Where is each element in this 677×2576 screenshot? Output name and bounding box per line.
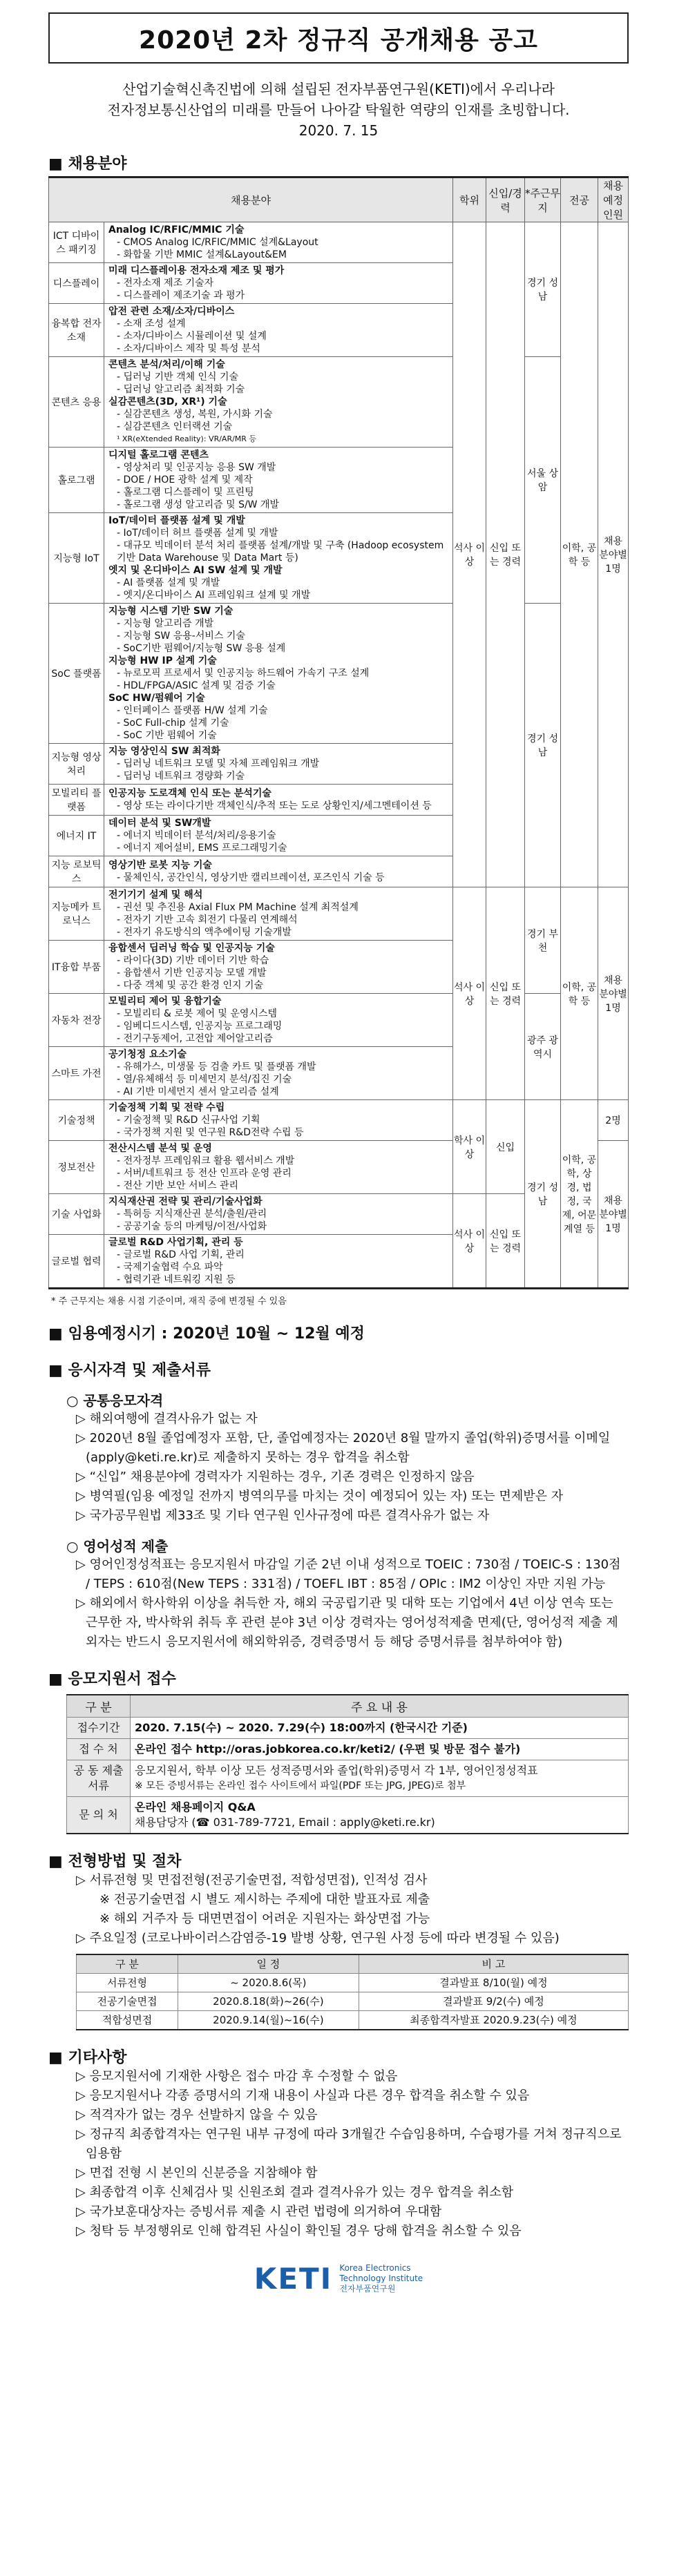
job-item-title: 공기청정 요소기술 [108, 1049, 187, 1060]
job-item-detail: - 기술정책 및 R&D 신규사업 기획 [117, 1115, 260, 1126]
job-item-title: 모빌리티 제어 및 융합기술 [108, 996, 222, 1007]
job-item-detail: - 에너지 빅데이터 분석/처리/응용기술 [117, 830, 276, 841]
job-description [104, 856, 453, 887]
job-item-title: 지능형 시스템 기반 SW 기술 [108, 606, 233, 617]
job-item-detail-text: 딥러닝 네트워크 경량화 기술 [123, 771, 245, 782]
job-row [49, 887, 629, 941]
job-description [104, 887, 453, 941]
section-misc: ■ 기타사항 [48, 2049, 127, 2066]
schedule-cell: 결과발표 9/2(수) 예정 [359, 1992, 628, 2011]
lang-list [76, 1555, 629, 1652]
misc-item: ▷ 국가보훈대상자는 증빙서류 제출 시 관련 법령에 의거하여 우대함 [76, 2204, 442, 2219]
job-item-detail-text: 에너지 빅데이터 분석/처리/응용기술 [123, 830, 276, 841]
job-item-detail: - 대규모 빅데이터 분석 처리 플랫폼 설계/개발 및 구축 (Hadoop ecosystem 기반 Data Warehouse 및 Data Mart 등) [117, 540, 444, 564]
job-item-detail-text: 유해가스, 미생물 등 검출 카트 및 플랫폼 개발 [123, 1061, 316, 1073]
job-item-detail-text: 특허등 지식재산권 분석/출원/관리 [123, 1209, 267, 1220]
job-item-detail-text: 엣지/온디바이스 AI 프레임워크 설계 및 개발 [123, 590, 311, 601]
job-work: 서울 상암 [525, 357, 561, 604]
job-item-detail-text: SoC Full-chip 설계 기술 [123, 718, 229, 729]
misc-item: ▷ 청탁 등 부정행위로 인해 합격된 사실이 확인될 경우 당해 합격을 취소할 수 있음 [76, 2224, 522, 2238]
misc-item: ▷ 최종합격 이후 신체검사 및 신원조회 결과 결격사유가 있는 경우 합격을 취소함 [76, 2185, 514, 2200]
job-area: 모빌리티 플랫폼 [49, 785, 104, 816]
schedule-table [76, 1954, 629, 2030]
job-career: 신입 [486, 1100, 525, 1194]
job-item-detail-text: 전자정부 프레임워크 활용 웹서비스 개발 [123, 1155, 295, 1166]
job-item-detail: - 소자/디바이스 제작 및 특성 분석 [117, 343, 260, 354]
job-item-detail: - 영상 또는 라이다기반 객체인식/추적 또는 도로 상황인지/세그멘테이션 등 [117, 800, 432, 811]
job-item-detail: - 국제기술협력 수요 파악 [117, 1262, 223, 1273]
job-item-detail-text: 딥러닝 기반 객체 인식 기술 [123, 372, 239, 383]
schedule-cell: 적합성면접 [77, 2011, 178, 2030]
job-item-detail: - SoC기반 펌웨어/지능형 SW 응용 설계 [117, 643, 286, 654]
job-description [104, 1141, 453, 1194]
schedule-head: 일 정 [178, 1954, 359, 1974]
job-item-detail-text: DOE / HOE 광학 설계 및 제작 [123, 474, 253, 486]
job-item-detail-text: 글로벌 R&D 사업 기획, 관리 [123, 1249, 245, 1260]
job-item-title: 기술정책 기획 및 전략 수립 [108, 1102, 225, 1113]
job-area: IT융합 부품 [49, 941, 104, 994]
schedule-cell: 결과발표 8/10(월) 예정 [359, 1974, 628, 1992]
common-title: ○ 공통응모자격 [66, 1392, 164, 1409]
receipt-key: 문 의 처 [67, 1797, 131, 1834]
job-item-detail-text: 전자기 기반 고속 회전기 다물리 연계해석 [123, 914, 298, 925]
job-item-detail: - 홀로그램 생성 알고리즘 및 S/W 개발 [117, 499, 280, 510]
receipt-value[interactable]: 온라인 접수 http://oras.jobkorea.co.kr/keti2/ (우편 및 방문 접수 불가) [131, 1739, 629, 1760]
job-description [104, 941, 453, 994]
job-item-detail-text: 전기구동제어, 고전압 제어알고리즘 [123, 1033, 273, 1044]
job-item-detail-text: SoC 기반 펌웨어 기술 [123, 730, 217, 741]
job-item-detail: - AI 기반 미세먼지 센서 알고리즘 설계 [117, 1086, 279, 1097]
job-item-detail-text: 융합센서 기반 인공지능 모델 개발 [123, 968, 267, 979]
job-description [104, 357, 453, 448]
job-item-detail: - 딥러닝 기반 객체 인식 기술 [117, 372, 239, 383]
section-qualification: ■ 응시자격 및 제출서류 [48, 1362, 211, 1379]
job-item-detail: - 모빌리티 & 로봇 제어 및 운영시스템 [117, 1008, 278, 1019]
misc-item: ▷ 면접 전형 시 본인의 신분증을 지참해야 함 [76, 2166, 318, 2180]
job-area: 지능형 영상처리 [49, 744, 104, 785]
receipt-key: 접 수 처 [67, 1739, 131, 1760]
job-description [104, 1100, 453, 1141]
receipt-value-line: 응모지원서, 학부 이상 모든 성적증명서와 졸업(학위)증명서 각 1부, 영어인정성적표 [135, 1764, 538, 1777]
lang-title: ○ 영어성적 제출 [66, 1538, 169, 1555]
job-major: 이학, 공학 등 [561, 887, 598, 1100]
job-item-detail: - 전자기 유도방식의 액추에이팅 기술개발 [117, 927, 292, 938]
job-item-title: IoT/데이터 플랫폼 설계 및 개발 [108, 515, 245, 526]
schedule-cell: ~ 2020.8.6(목) [178, 1974, 359, 1992]
job-degree: 석사 이상 [453, 222, 486, 887]
job-description [104, 263, 453, 304]
job-item-detail: - 서버/네트워크 등 전산 인프라 운영 관리 [117, 1168, 292, 1179]
job-item-detail: - 실감콘텐츠 인터랙션 기술 [117, 421, 233, 432]
job-item-detail: - 지능형 SW 응용-서비스 기술 [117, 631, 245, 642]
job-item-detail-text: 물체인식, 공간인식, 영상기반 캘리브레이션, 포즈인식 기술 등 [123, 872, 385, 883]
job-item-title: 전산시스템 분석 및 운영 [108, 1143, 212, 1154]
job-item-detail: - 임베디드시스템, 인공지능 프로그래밍 [117, 1021, 283, 1032]
job-item-title: 지식재산권 전략 및 관리/기술사업화 [108, 1196, 263, 1207]
job-item-detail-text: 모빌리티 & 로봇 제어 및 운영시스템 [123, 1008, 278, 1019]
job-area: 지능메카 트로닉스 [49, 887, 104, 941]
job-item-detail-text: AI 기반 미세먼지 센서 알고리즘 설계 [123, 1086, 279, 1097]
col-major: 전공 [561, 177, 598, 222]
job-item-detail: - 전자기 기반 고속 회전기 다물리 연계해석 [117, 914, 298, 925]
job-item-title: 인공지능 도로객체 인식 또는 분석기술 [108, 788, 271, 799]
job-item-detail-text: 인터페이스 플랫폼 H/W 설계 기술 [123, 705, 268, 716]
job-major: 이학, 공학 등 [561, 222, 598, 887]
job-item-title: 미래 디스플레이용 전자소재 제조 및 평가 [108, 265, 285, 276]
job-degree: 석사 이상 [453, 887, 486, 1100]
job-item-title: 지능 영상인식 SW 최적화 [108, 746, 220, 757]
job-career: 신입 또는 경력 [486, 222, 525, 887]
common-list [76, 1410, 629, 1526]
job-item-detail: - 열/유체해석 등 미세먼지 분석/집진 기술 [117, 1074, 292, 1085]
job-area: 스마트 가전 [49, 1047, 104, 1100]
job-item-detail-text: 딥러닝 알고리즘 최적화 기술 [123, 384, 245, 395]
job-item-detail-text: 열/유체해석 등 미세먼지 분석/집진 기술 [123, 1074, 292, 1085]
job-row [49, 1100, 629, 1141]
job-item-detail-text: 홀로그램 생성 알고리즘 및 S/W 개발 [123, 499, 280, 510]
job-item-detail-text: CMOS Analog IC/RFIC/MMIC 설계&Layout [123, 237, 318, 248]
job-item-detail: - IoT/데이터 허브 플랫폼 설계 및 개발 [117, 528, 278, 539]
section-fields: ■ 채용분야 [48, 155, 127, 173]
job-item-detail-text: 영상처리 및 인공지능 응용 SW 개발 [123, 462, 276, 473]
job-career: 신입 또는 경력 [486, 887, 525, 1100]
job-row [49, 357, 629, 448]
job-row [49, 604, 629, 744]
job-item-detail-text: 서버/네트워크 등 전산 인프라 운영 관리 [123, 1168, 292, 1179]
jobs-table [48, 176, 629, 1289]
job-item-title: 지능형 HW IP 설계 기술 [108, 655, 217, 666]
job-item-detail: - 엣지/온디바이스 AI 프레임워크 설계 및 개발 [117, 590, 311, 601]
job-count: 채용 분야별 1명 [598, 222, 629, 887]
job-area: SoC 플랫폼 [49, 604, 104, 744]
job-item-detail: - HDL/FPGA/ASIC 설계 및 검증 기술 [117, 680, 276, 691]
job-area: 디스플레이 [49, 263, 104, 304]
job-item-detail-text: 권선 및 추진용 Axial Flux PM Machine 설계 최적설계 [123, 902, 359, 913]
keti-logo [48, 2262, 629, 2296]
job-item-detail: - 소재 조성 설계 [117, 318, 186, 329]
schedule-head: 구 분 [77, 1954, 178, 1974]
lang-item: ▷ 해외에서 학사학위 이상을 취득한 자, 해외 국공립기관 및 대학 또는 기업에서 4년 이상 연속 또는 근무한 자, 박사학위 취득 후 관련 분야 3년 이상 경력자는 영어성적제출 면제(단, 영어성적 제출 제외자는 반드시 응모지원서에 해외학위증, 경력증명서 등 해당 증명서류를 첨부하여야 함) [76, 1596, 618, 1649]
job-work: 광주 광역시 [525, 994, 561, 1100]
receipt-table [66, 1694, 629, 1834]
job-work: 경기 성남 [525, 1100, 561, 1289]
job-description [104, 744, 453, 785]
job-work: 경기 성남 [525, 604, 561, 887]
job-item-detail: - AI 플랫폼 설계 및 개발 [117, 577, 220, 588]
job-description [104, 816, 453, 856]
process-item: ▷ 주요일정 (코로나바이러스감염증-19 발병 상황, 연구원 사정 등에 따라 변경될 수 있음) [76, 1931, 560, 1945]
job-item-detail-text: 소자/디바이스 시뮬레이션 및 설계 [123, 331, 267, 342]
misc-item: ▷ 응모지원서나 각종 증명서의 기재 내용이 사실과 다른 경우 합격을 취소할 수 있음 [76, 2088, 530, 2103]
job-item-detail-text: 국가정책 지원 및 연구원 R&D전략 수립 등 [123, 1127, 304, 1138]
job-item-detail: - 딥러닝 네트워크 모델 및 자체 프레임워크 개발 [117, 758, 320, 769]
job-item-title: 글로벌 R&D 사업기획, 관리 등 [108, 1237, 243, 1248]
job-degree: 석사 이상 [453, 1194, 486, 1289]
process-list [76, 1871, 629, 1948]
job-item-detail-text: 실감콘텐츠 생성, 복원, 가시화 기술 [123, 409, 273, 420]
job-item-detail: - 특허등 지식재산권 분석/출원/관리 [117, 1209, 267, 1220]
job-description [104, 222, 453, 263]
job-item-title: 전기기기 설계 및 해석 [108, 890, 203, 901]
job-item-title: 영상기반 로봇 지능 기술 [108, 860, 212, 871]
job-item-detail: - 전산 기반 보안 서비스 관리 [117, 1180, 239, 1191]
receipt-value-note: ※ 모든 증빙서류는 온라인 접수 사이트에서 파일(PDF 또는 JPG, JPEG)로 첨부 [135, 1780, 466, 1791]
job-count: 2명 [598, 1100, 629, 1141]
schedule-cell: 2020.8.18(화)~26(수) [178, 1992, 359, 2011]
job-item-detail-text: SoC기반 펌웨어/지능형 SW 응용 설계 [123, 643, 286, 654]
job-item-detail: - 딥러닝 네트워크 경량화 기술 [117, 771, 245, 782]
job-description [104, 1194, 453, 1235]
logo-line: 전자부품연구원 [339, 2284, 396, 2294]
job-description [104, 994, 453, 1047]
job-item-detail: - 화합물 기반 MMIC 설계&Layout&EM [117, 249, 287, 260]
job-item-detail-text: 공공기술 등의 마케팅/이전/사업화 [123, 1221, 267, 1232]
job-work: 경기 성남 [525, 222, 561, 357]
job-item-detail: - 유해가스, 미생물 등 검출 카트 및 플랫폼 개발 [117, 1061, 316, 1073]
job-item-detail-text: 지능형 SW 응용-서비스 기술 [123, 631, 245, 642]
misc-item: ▷ 적격자가 없는 경우 선발하지 않을 수 있음 [76, 2108, 318, 2122]
work-note: * 주 근무지는 채용 시점 기준이며, 재직 중에 변경될 수 있음 [51, 1296, 287, 1307]
job-description [104, 513, 453, 604]
receipt-value [131, 1760, 629, 1797]
job-count: 채용 분야별 1명 [598, 1141, 629, 1289]
job-item-detail-text: 소자/디바이스 제작 및 특성 분석 [123, 343, 260, 354]
job-item-detail: - 영상처리 및 인공지능 응용 SW 개발 [117, 462, 276, 473]
job-description [104, 785, 453, 816]
common-item: ▷ “신입” 채용분야에 경력자가 지원하는 경우, 기존 경력은 인정하지 않음 [76, 1470, 475, 1484]
job-item-detail: - SoC 기반 펌웨어 기술 [117, 730, 217, 741]
job-item-detail-text: 전자소재 제조 기술자 [123, 278, 214, 289]
job-item-detail-text: 실감콘텐츠 인터랙션 기술 [123, 421, 233, 432]
misc-list [76, 2067, 629, 2241]
col-career: 신입/경력 [486, 177, 525, 222]
job-item-detail-text: 전자기 유도방식의 액추에이팅 기술개발 [123, 927, 292, 938]
job-item-note: ¹ XR(eXtended Reality): VR/AR/MR 등 [117, 434, 257, 443]
job-item-detail: - 소자/디바이스 시뮬레이션 및 설계 [117, 331, 267, 342]
receipt-value [131, 1797, 629, 1834]
col-count: 채용예정인원 [598, 177, 629, 222]
schedule-row [77, 1992, 629, 2011]
receipt-value: 2020. 7.15(수) ~ 2020. 7.29(수) 18:00까지 (한국시간 기준) [131, 1718, 629, 1739]
job-item-title: SoC HW/펌웨어 기술 [108, 693, 205, 704]
job-item-detail-text: 화합물 기반 MMIC 설계&Layout&EM [123, 249, 287, 260]
schedule-cell: 서류전형 [77, 1974, 178, 1992]
job-item-detail-text: 에너지 제어설비, EMS 프로그래밍기술 [123, 843, 287, 854]
job-item-detail: - 협력기관 네트워킹 지원 등 [117, 1274, 236, 1285]
title-box [48, 12, 629, 64]
job-item-detail-text: 국제기술협력 수요 파악 [123, 1262, 223, 1273]
receipt-key: 공 동 제출서류 [67, 1760, 131, 1797]
job-description [104, 304, 453, 357]
job-count: 채용 분야별 1명 [598, 887, 629, 1100]
section-schedule: ■ 임용예정시기 : 2020년 10월 ~ 12월 예정 [48, 1325, 365, 1343]
receipt-head: 주 요 내 용 [131, 1695, 629, 1718]
job-area: 정보전산 [49, 1141, 104, 1194]
job-item-title: 디지털 홀로그램 콘텐츠 [108, 450, 209, 461]
logo-line: Technology Institute [339, 2274, 423, 2283]
job-item-detail-text: 딥러닝 네트워크 모델 및 자체 프레임워크 개발 [123, 758, 320, 769]
job-item-detail-text: 임베디드시스템, 인공지능 프로그래밍 [123, 1021, 283, 1032]
job-item-detail: - 전자정부 프레임워크 활용 웹서비스 개발 [117, 1155, 295, 1166]
job-row [49, 994, 629, 1047]
logo-line: Korea Electronics [339, 2263, 411, 2273]
page-title: 2020년 2차 정규직 공개채용 공고 [139, 26, 538, 55]
job-item-detail: - 글로벌 R&D 사업 기획, 관리 [117, 1249, 245, 1260]
job-item-detail: - 공공기술 등의 마케팅/이전/사업화 [117, 1221, 267, 1232]
receipt-value-contact[interactable]: 채용담당자 (☎ 031-789-7721, Email : apply@keti.re.kr) [135, 1816, 435, 1829]
job-item-detail-text: 소재 조성 설계 [123, 318, 186, 329]
job-work: 경기 부천 [525, 887, 561, 994]
job-item-detail: - 전자소재 제조 기술자 [117, 278, 214, 289]
intro-line: 전자정보통신산업의 미래를 만들어 나아갈 탁월한 역량의 인재를 초빙합니다. [107, 102, 570, 118]
job-item-detail: - 다중 객체 및 공간 환경 인지 기술 [117, 980, 264, 991]
job-item-detail: - 인터페이스 플랫폼 H/W 설계 기술 [117, 705, 268, 716]
common-item: ▷ 해외여행에 결격사유가 없는 자 [76, 1412, 258, 1426]
job-item-title: 실감콘텐츠(3D, XR¹) 기술 [108, 396, 227, 407]
job-item-detail-text: 전산 기반 보안 서비스 관리 [123, 1180, 239, 1191]
common-item: ▷ 국가공무원법 제33조 및 기타 연구원 인사규정에 따른 결격사유가 없는 자 [76, 1508, 490, 1523]
job-item-detail: - 홀로그램 디스플레이 및 프린팅 [117, 487, 254, 498]
process-item: ▷ 서류전형 및 면접전형(전공기술면접, 적합성면접), 인적성 검사 [76, 1873, 428, 1887]
job-area: 기술 사업화 [49, 1194, 104, 1235]
job-item-detail-text: 지능형 알고리즘 개발 [123, 618, 214, 629]
job-item-detail: - 융합센서 기반 인공지능 모델 개발 [117, 968, 267, 979]
lang-item: ▷ 영어인정성적표는 응모지원서 마감일 기준 2년 이내 성적으로 TOEIC : 730점 / TOEIC-S : 130점 / TEPS : 610점(New TEPS : 331점) / TOEFL IBT : 85점 / OPIc : IM2 이상인 자만 지원 가능 [76, 1557, 621, 1591]
job-major: 이학, 공학, 상경, 법정, 국제, 어문 계열 등 [561, 1100, 598, 1289]
job-area: 융복합 전자소재 [49, 304, 104, 357]
intro-date: 2020. 7. 15 [298, 122, 379, 139]
job-item-detail-text: 영상 또는 라이다기반 객체인식/추적 또는 도로 상황인지/세그멘테이션 등 [123, 800, 432, 811]
job-degree: 학사 이상 [453, 1100, 486, 1194]
job-area: 홀로그램 [49, 448, 104, 513]
job-item-detail: - 지능형 알고리즘 개발 [117, 618, 214, 629]
job-item-detail-text: 디스플레이 제조기술 과 평가 [123, 290, 245, 301]
job-item-title: 융합센서 딥러닝 학습 및 인공지능 기술 [108, 943, 275, 954]
job-item-detail: - 딥러닝 알고리즘 최적화 기술 [117, 384, 245, 395]
job-item-detail-text: 기술정책 및 R&D 신규사업 기획 [123, 1115, 260, 1126]
job-item-detail: - 라이다(3D) 기반 데이터 기반 학습 [117, 955, 269, 966]
schedule-cell: 전공기술면접 [77, 1992, 178, 2011]
misc-item: ▷ 정규직 최종합격자는 연구원 내부 규정에 따라 3개월간 수습임용하며, 수습평가를 거쳐 정규직으로 임용함 [76, 2127, 622, 2161]
job-item-detail-text: 협력기관 네트워킹 지원 등 [123, 1274, 236, 1285]
job-item-detail: - 전기구동제어, 고전압 제어알고리즘 [117, 1033, 273, 1044]
job-item-detail: - 에너지 제어설비, EMS 프로그래밍기술 [117, 843, 287, 854]
misc-item: ▷ 응모지원서에 기재한 사항은 접수 마감 후 수정할 수 없음 [76, 2069, 398, 2084]
job-item-detail: - 실감콘텐츠 생성, 복원, 가시화 기술 [117, 409, 273, 420]
intro-line: 산업기술혁신촉진법에 의해 설립된 전자부품연구원(KETI)에서 우리나라 [122, 81, 555, 97]
job-item-detail-text: 라이다(3D) 기반 데이터 기반 학습 [123, 955, 269, 966]
job-item-detail-text: 홀로그램 디스플레이 및 프린팅 [123, 487, 254, 498]
job-row [49, 222, 629, 263]
logo-mark: KETI [254, 2262, 333, 2296]
job-item-detail: - DOE / HOE 광학 설계 및 제작 [117, 474, 253, 486]
schedule-head: 비 고 [359, 1954, 628, 1974]
common-item: ▷ 2020년 8월 졸업예정자 포함, 단, 졸업예정자는 2020년 8월 말까지 졸업(학위)증명서를 이메일(apply@keti.re.kr)로 제출하지 못하는 경우 합격을 취소함 [76, 1431, 611, 1465]
job-career: 신입 또는 경력 [486, 1194, 525, 1289]
job-area: 기술정책 [49, 1100, 104, 1141]
job-item-detail: - CMOS Analog IC/RFIC/MMIC 설계&Layout [117, 237, 318, 248]
receipt-key: 접수기간 [67, 1718, 131, 1739]
job-area: 자동차 전장 [49, 994, 104, 1047]
job-item-detail-text: HDL/FPGA/ASIC 설계 및 검증 기술 [123, 680, 276, 691]
job-item-detail: - 디스플레이 제조기술 과 평가 [117, 290, 245, 301]
logo-text [339, 2263, 423, 2294]
job-item-detail-text: 대규모 빅데이터 분석 처리 플랫폼 설계/개발 및 구축 (Hadoop ecosystem 기반 Data Warehouse 및 Data Mart 등) [117, 540, 444, 564]
schedule-row [77, 2011, 629, 2030]
job-description [104, 1047, 453, 1100]
schedule-cell: 최종합격자발표 2020.9.23(수) 예정 [359, 2011, 628, 2030]
process-note: ※ 전공기술면접 시 별도 제시하는 주제에 대한 발표자료 제출 [99, 1892, 430, 1907]
job-area: 콘텐츠 응용 [49, 357, 104, 448]
job-area: 글로벌 협력 [49, 1235, 104, 1289]
job-area: 에너지 IT [49, 816, 104, 856]
job-item-detail: - 국가정책 지원 및 연구원 R&D전략 수립 등 [117, 1127, 304, 1138]
col-field: 채용분야 [49, 177, 453, 222]
process-note: ※ 해외 거주자 등 대면면접이 어려운 지원자는 화상면접 가능 [99, 1912, 430, 1926]
common-item: ▷ 병역필(임용 예정일 전까지 병역의무를 마치는 것이 예정되어 있는 자) 또는 면제받은 자 [76, 1489, 564, 1503]
job-item-detail-text: AI 플랫폼 설계 및 개발 [123, 577, 220, 588]
job-item-detail: - 물체인식, 공간인식, 영상기반 캘리브레이션, 포즈인식 기술 등 [117, 872, 385, 883]
job-item-detail: - 권선 및 추진용 Axial Flux PM Machine 설계 최적설계 [117, 902, 359, 913]
job-area: 지능형 IoT [49, 513, 104, 604]
job-item-title: 데이터 분석 및 SW개발 [108, 818, 211, 829]
intro [48, 79, 629, 141]
job-description [104, 448, 453, 513]
job-area: ICT 디바이스 패키징 [49, 222, 104, 263]
col-work: *주근무지 [525, 177, 561, 222]
job-item-detail-text: 다중 객체 및 공간 환경 인지 기술 [123, 980, 264, 991]
job-item-detail-text: 뉴로모픽 프로세서 및 인공지능 하드웨어 가속기 구조 설계 [123, 668, 370, 679]
section-receipt: ■ 응모지원서 접수 [48, 1671, 176, 1688]
job-item-detail: - SoC Full-chip 설계 기술 [117, 718, 229, 729]
job-description [104, 604, 453, 744]
col-degree: 학위 [453, 177, 486, 222]
job-item-title: 압전 관련 소재/소자/디바이스 [108, 306, 235, 317]
job-item-detail: - 뉴로모픽 프로세서 및 인공지능 하드웨어 가속기 구조 설계 [117, 668, 370, 679]
schedule-cell: 2020.9.14(월)~16(수) [178, 2011, 359, 2030]
job-item-title: 콘텐츠 분석/처리/이해 기술 [108, 359, 225, 370]
job-description [104, 1235, 453, 1289]
job-area: 지능 로보틱스 [49, 856, 104, 887]
receipt-head: 구 분 [67, 1695, 131, 1718]
job-item-title: 엣지 및 온디바이스 AI SW 설계 및 개발 [108, 565, 283, 576]
job-item-title: Analog IC/RFIC/MMIC 기술 [108, 224, 245, 236]
job-item-detail-text: IoT/데이터 허브 플랫폼 설계 및 개발 [123, 528, 278, 539]
receipt-value-line: 온라인 채용페이지 Q&A [135, 1800, 256, 1814]
schedule-row [77, 1974, 629, 1992]
section-process: ■ 전형방법 및 절차 [48, 1853, 182, 1870]
